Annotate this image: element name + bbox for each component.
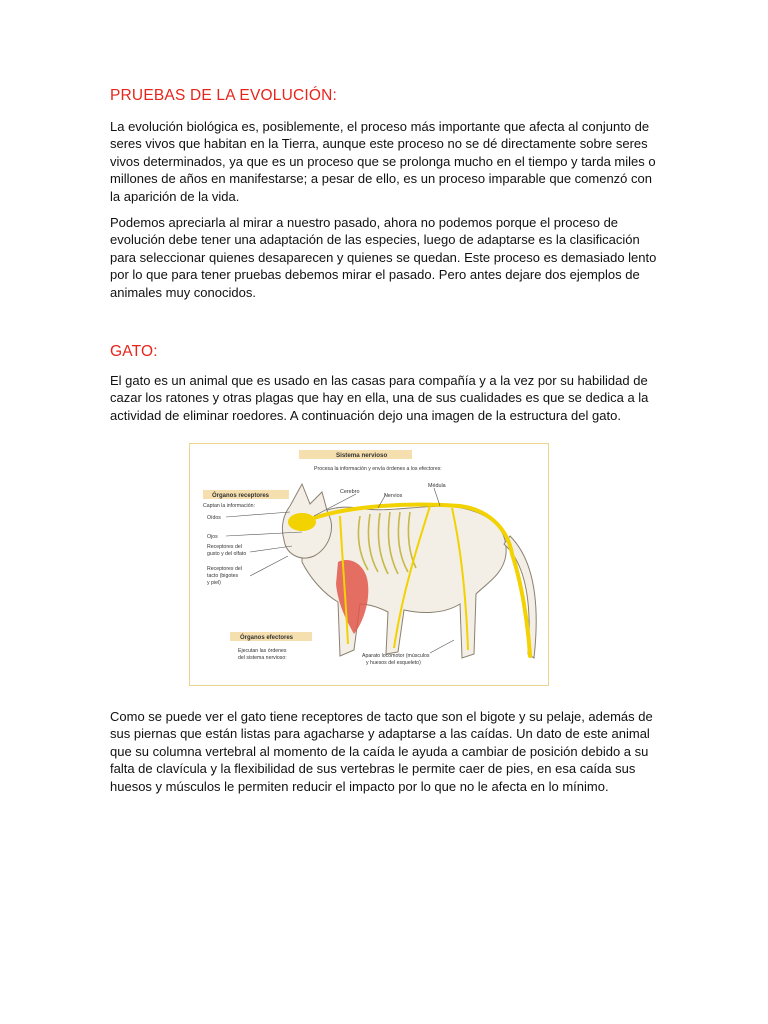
label-aparato-1: Aparato locomotor (músculos <box>362 653 430 659</box>
cat-anatomy-diagram <box>190 444 547 684</box>
label-receptores-tacto-3: y piel) <box>207 580 221 586</box>
label-receptores-gusto-2: gusto y del olfato <box>207 551 247 557</box>
cat-tail <box>504 536 536 658</box>
label-nervios: Nervios <box>384 493 403 499</box>
gato-paragraph-1: El gato es un animal que es usado en las casas para compañía y a la vez por su habilidad de cazar los ratones y otras plagas que hay en ella, una de sus cualidades es que se dedica a la actividad de eliminar roedores. A continuación dejo una imagen de la estructura del gato. <box>110 373 649 423</box>
label-sistema-nervioso: Sistema nervioso <box>336 452 388 459</box>
intro-paragraph-2: Podemos apreciarla al mirar a nuestro pasado, ahora no podemos porque el proceso de evolución debe tener una adaptación de las especies, luego de adaptarse es la clasificación para seleccionar quienes desaparecen y quienes se quedan. Este proceso es demasiado lento por lo que para tener pruebas debemos mirar el pasado. Pero antes dejare dos ejemplos de animales muy conocidos. <box>110 215 657 300</box>
label-ojos: Ojos <box>207 534 218 540</box>
label-receptores-tacto-2: tacto (bigotes <box>207 573 239 579</box>
label-captan: Captan la información: <box>203 503 255 509</box>
label-receptores-tacto-1: Receptores del <box>207 566 242 572</box>
label-organos-receptores: Órganos receptores <box>212 493 270 499</box>
intro-paragraph-1: La evolución biológica es, posiblemente, el proceso más importante que afecta al conjunto de seres vivos que habitan en la Tierra, aunque este proceso no se dé directamente sobre seres vivos determinados, ya que es un proceso que se prolonga mucho en el tiempo y tarda miles o millones de años en manifestarse; a pesar de ello, es un proceso imparable que comenzó con la aparición de la vida. <box>110 119 656 204</box>
label-sistema-nervioso-desc: Procesa la información y envía órdenes a los efectores: <box>314 466 442 472</box>
label-ejecutan-1: Ejecutan las órdenes <box>238 648 287 654</box>
gato-paragraph-2: Como se puede ver el gato tiene receptores de tacto que son el bigote y su pelaje, además de sus piernas que están listas para agacharse y adaptarse a las caídas. Un dato de este animal que su columna vertebral al momento de la caída le ayuda a cambiar de posición debido a su falta de clavícula y la flexibilidad de sus vertebras le permite caer de pies, en esa caída sus huesos y músculos le permiten reducir el impacto por lo que no le afecta en lo mínimo. <box>110 709 653 794</box>
label-cerebro: Cerebro <box>340 489 360 495</box>
cat-anatomy-figure <box>189 443 549 686</box>
label-receptores-gusto-1: Receptores del <box>207 544 242 550</box>
cat-body <box>302 506 506 658</box>
section-heading-gato: GATO: <box>110 343 158 360</box>
label-ejecutan-2: del sistema nervioso: <box>238 655 287 661</box>
label-oidos: Oídos <box>207 515 221 521</box>
label-medula: Médula <box>428 483 446 489</box>
label-organos-efectores: Órganos efectores <box>240 635 294 641</box>
page-title: PRUEBAS DE LA EVOLUCIÓN: <box>110 87 338 104</box>
brain <box>288 513 316 531</box>
label-aparato-2: y huesos del esqueleto) <box>366 660 421 666</box>
